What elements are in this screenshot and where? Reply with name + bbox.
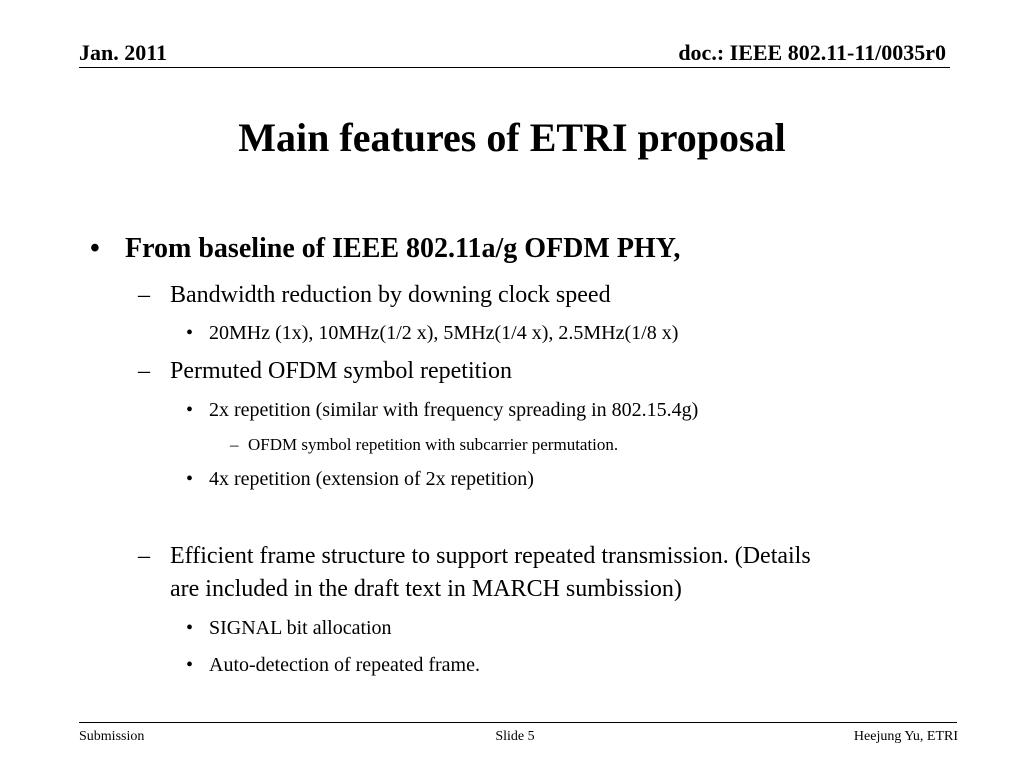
footer-slide-number: Slide 5 bbox=[495, 729, 535, 744]
bullet-text-level4: OFDM symbol repetition with subcarrier permutation. bbox=[248, 435, 619, 454]
bullet-marker: • bbox=[186, 399, 194, 421]
header-doc-id: doc.: IEEE 802.11-11/0035r0 bbox=[678, 40, 946, 65]
bullet-marker: • bbox=[186, 468, 194, 490]
bullet-text-level3: 4x repetition (extension of 2x repetition) bbox=[209, 468, 534, 490]
bullet-text-level2: Bandwidth reduction by downing clock speed bbox=[170, 282, 611, 308]
bullet-text-level2-continuation: are included in the draft text in MARCH sumbission) bbox=[170, 576, 682, 602]
header-rule bbox=[79, 67, 950, 68]
bullet-text-level3: Auto-detection of repeated frame. bbox=[209, 654, 480, 676]
bullet-text-level2: Permuted OFDM symbol repetition bbox=[170, 358, 512, 384]
dash-marker: – bbox=[138, 282, 150, 308]
dash-marker: – bbox=[230, 435, 239, 454]
bullet-text-level2: Efficient frame structure to support repeated transmission. (Details bbox=[170, 543, 811, 569]
bullet-text-level3: 2x repetition (similar with frequency spreading in 802.15.4g) bbox=[209, 399, 699, 421]
bullet-marker: • bbox=[90, 233, 100, 264]
bullet-marker: • bbox=[186, 322, 194, 344]
dash-marker: – bbox=[138, 543, 150, 569]
bullet-text-level3: 20MHz (1x), 10MHz(1/2 x), 5MHz(1/4 x), 2.5MHz(1/8 x) bbox=[209, 322, 679, 344]
bullet-text-level3: SIGNAL bit allocation bbox=[209, 617, 392, 639]
bullet-marker: • bbox=[186, 654, 194, 676]
footer-submission: Submission bbox=[79, 729, 145, 744]
slide-title: Main features of ETRI proposal bbox=[238, 115, 786, 160]
footer-author: Heejung Yu, ETRI bbox=[853, 729, 958, 744]
header-date: Jan. 2011 bbox=[79, 40, 168, 65]
bullet-text-level1: From baseline of IEEE 802.11a/g OFDM PHY, bbox=[125, 233, 681, 264]
dash-marker: – bbox=[138, 358, 150, 384]
footer-rule bbox=[79, 722, 957, 723]
bullet-marker: • bbox=[186, 617, 194, 639]
